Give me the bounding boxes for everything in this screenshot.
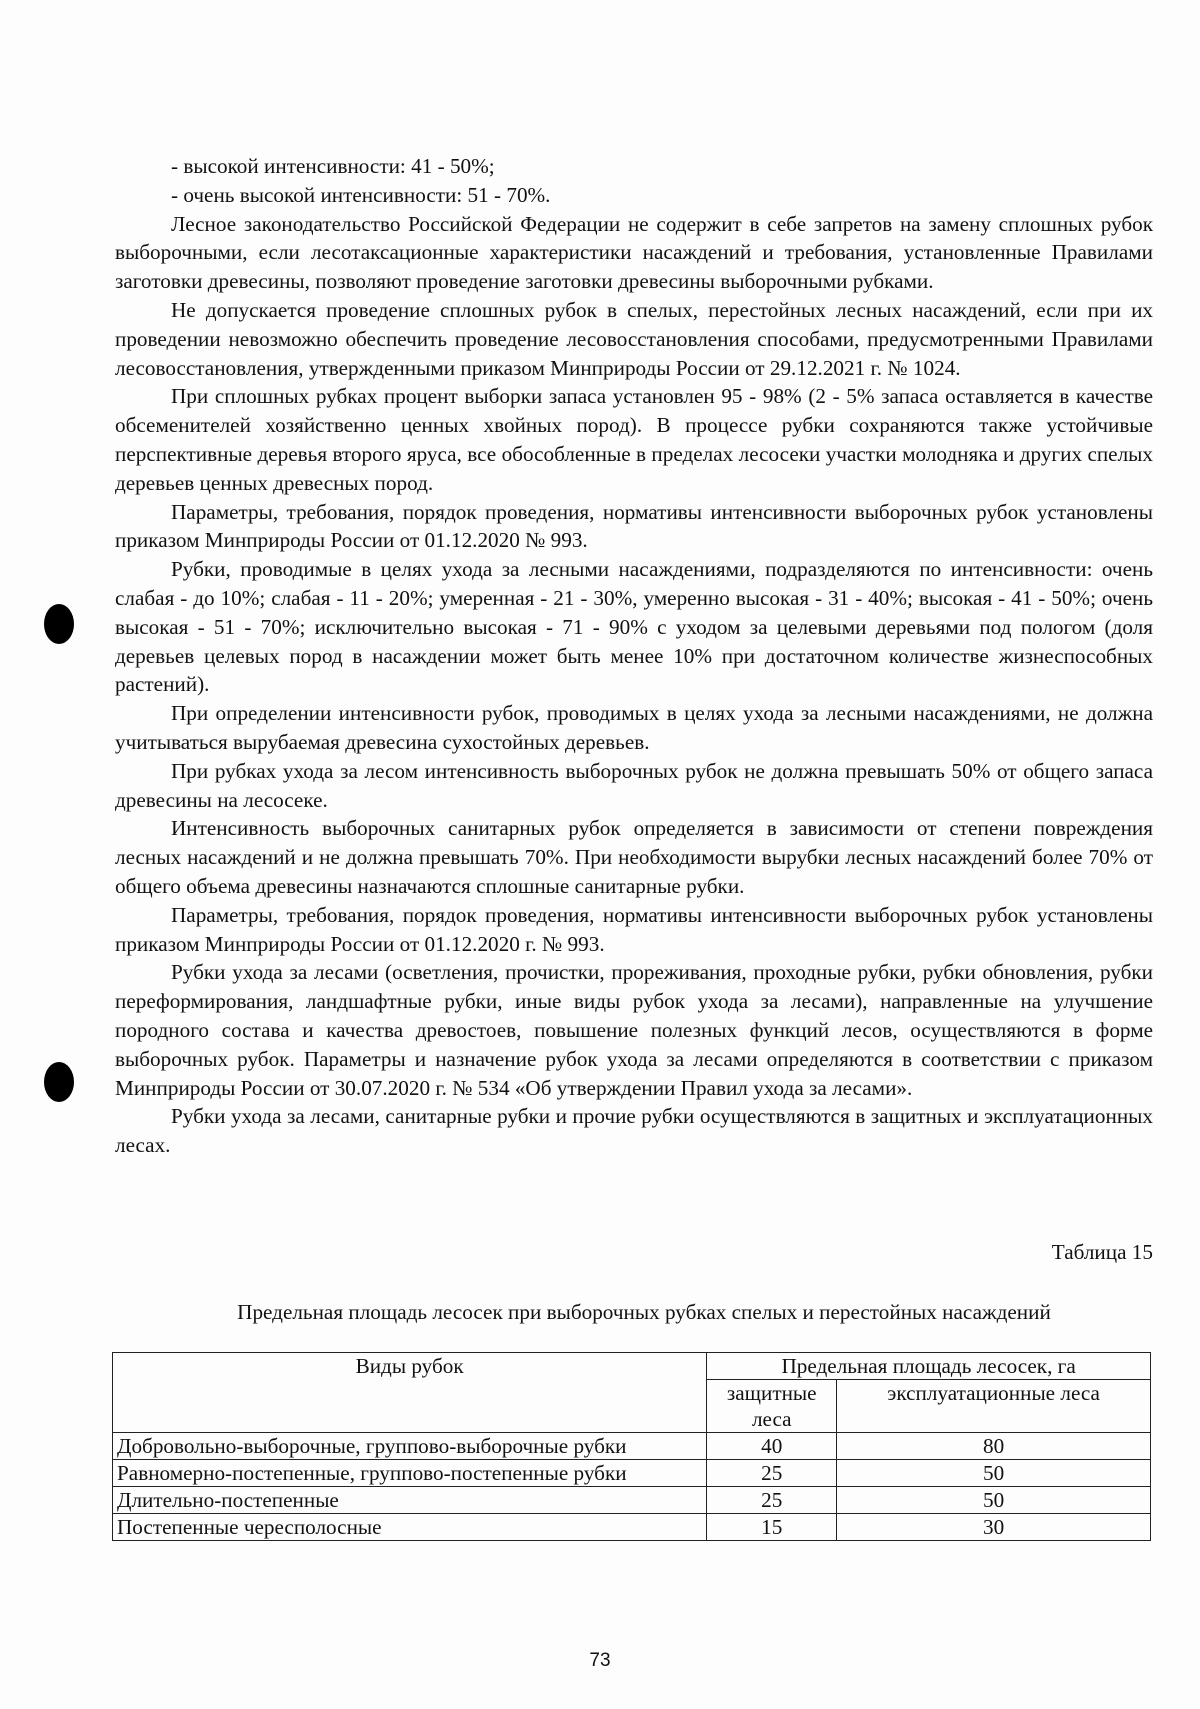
table-row bbox=[113, 1514, 1151, 1541]
cell-protective: 40 bbox=[707, 1433, 837, 1460]
cell-name: Равномерно-постепенные, группово-постепенные рубки bbox=[113, 1460, 707, 1487]
cell-protective: 25 bbox=[707, 1487, 837, 1514]
paragraph: Рубки ухода за лесами, санитарные рубки и прочие рубки осуществляются в защитных и эксплуатационных лесах. bbox=[115, 1104, 1153, 1158]
table-row bbox=[113, 1433, 1151, 1460]
page-number: 73 bbox=[589, 1650, 611, 1671]
cell-name: Постепенные чересполосные bbox=[113, 1514, 707, 1541]
table-row bbox=[113, 1460, 1151, 1487]
paragraph: Не допускается проведение сплошных рубок в спелых, перестойных лесных насаждений, если при их проведении невозможно обеспечить проведение лесовосстановления способами, предусмотренными Правилами лесовосстановления, утвержденными приказом Минприроды России от 29.12.2021 г. № 1024. bbox=[115, 297, 1153, 380]
table-header-row bbox=[113, 1353, 1151, 1380]
table-title: Предельная площадь лесосек при выборочных рубках спелых и перестойных насаждений bbox=[237, 1300, 1051, 1324]
cell-name: Длительно-постепенные bbox=[113, 1487, 707, 1514]
paragraph: Интенсивность выборочных санитарных рубок определяется в зависимости от степени повреждения лесных насаждений и не должна превышать 70%. При необходимости вырубки лесных насаждений более 70% от общего объема древесины назначаются сплошные санитарные рубки. bbox=[115, 816, 1153, 898]
body-text bbox=[115, 152, 1153, 1160]
header-cutting-types: Виды рубок bbox=[113, 1353, 707, 1433]
paragraph: - очень высокой интенсивности: 51 - 70%. bbox=[171, 182, 551, 207]
cell-protective: 25 bbox=[707, 1460, 837, 1487]
cell-protective: 15 bbox=[707, 1514, 837, 1541]
cell-name: Добровольно-выборочные, группово-выборочные рубки bbox=[113, 1433, 707, 1460]
paragraph: При рубках ухода за лесом интенсивность выборочных рубок не должна превышать 50% от общего запаса древесины на лесосеке. bbox=[115, 758, 1153, 812]
header-exploitation: эксплуатационные леса bbox=[837, 1380, 1151, 1433]
header-area-limit: Предельная площадь лесосек, га bbox=[707, 1353, 1151, 1380]
cutting-area-table bbox=[112, 1352, 1151, 1541]
punch-hole-top bbox=[44, 604, 74, 644]
header-protective: защитные леса bbox=[707, 1380, 837, 1433]
punch-hole-bottom bbox=[44, 1062, 74, 1102]
cell-exploitation: 80 bbox=[837, 1433, 1151, 1460]
paragraph: Параметры, требования, порядок проведения, нормативы интенсивности выборочных рубок установлены приказом Минприроды России от 01.12.2020 г. № 993. bbox=[115, 902, 1153, 956]
paragraph: Лесное законодательство Российской Федерации не содержит в себе запретов на замену сплошных рубок выборочными, если лесотаксационные характеристики насаждений и требования, установленные Правилами заготовки древесины, позволяют проведение заготовки древесины выборочными рубками. bbox=[115, 211, 1153, 294]
cell-exploitation: 50 bbox=[837, 1487, 1151, 1514]
paragraph: Параметры, требования, порядок проведения, нормативы интенсивности выборочных рубок установлены приказом Минприроды России от 01.12.2020 № 993. bbox=[115, 499, 1153, 553]
paragraph: Рубки, проводимые в целях ухода за лесными насаждениями, подразделяются по интенсивности: очень слабая - до 10%; слабая - 11 - 20%; умеренная - 21 - 30%, умеренно высокая - 31 - 40%; высокая - 41 - 50%; очень высокая - 51 - 70%; исключительно высокая - 71 - 90% с уходом за целевыми деревьями под пологом (доля деревьев целевых пород в насаждении может быть менее 10% при достаточном количестве жизнеспособных растений). bbox=[115, 557, 1153, 697]
paragraph: Рубки ухода за лесами (осветления, прочистки, прореживания, проходные рубки, рубки обновления, рубки переформирования, ландшафтные рубки, иные виды рубок ухода за лесами), направленные на улучшение породного состава и качества древостоев, повышение полезных функций лесов, осуществляются в форме выборочных рубок. Параметры и назначение рубок ухода за лесами определяются в соответствии с приказом Минприроды России от 30.07.2020 г. № 534 «Об утверждении Правил ухода за лесами». bbox=[115, 960, 1153, 1100]
paragraph: - высокой интенсивности: 41 - 50%; bbox=[171, 154, 495, 178]
table-row bbox=[113, 1487, 1151, 1514]
cell-exploitation: 50 bbox=[837, 1460, 1151, 1487]
table-label: Таблица 15 bbox=[1051, 1240, 1153, 1264]
paragraph: При сплошных рубках процент выборки запаса установлен 95 - 98% (2 - 5% запаса оставляется в качестве обсеменителей хозяйственно ценных хвойных пород). В процессе рубки сохраняются также устойчивые перспективные деревья второго яруса, все обособленные в пределах лесосеки участки молодняка и других спелых деревьев ценных древесных пород. bbox=[115, 384, 1153, 495]
cell-exploitation: 30 bbox=[837, 1514, 1151, 1541]
paragraph: При определении интенсивности рубок, проводимых в целях ухода за лесными насаждениями, не должна учитываться вырубаемая древесина сухостойных деревьев. bbox=[115, 701, 1153, 754]
